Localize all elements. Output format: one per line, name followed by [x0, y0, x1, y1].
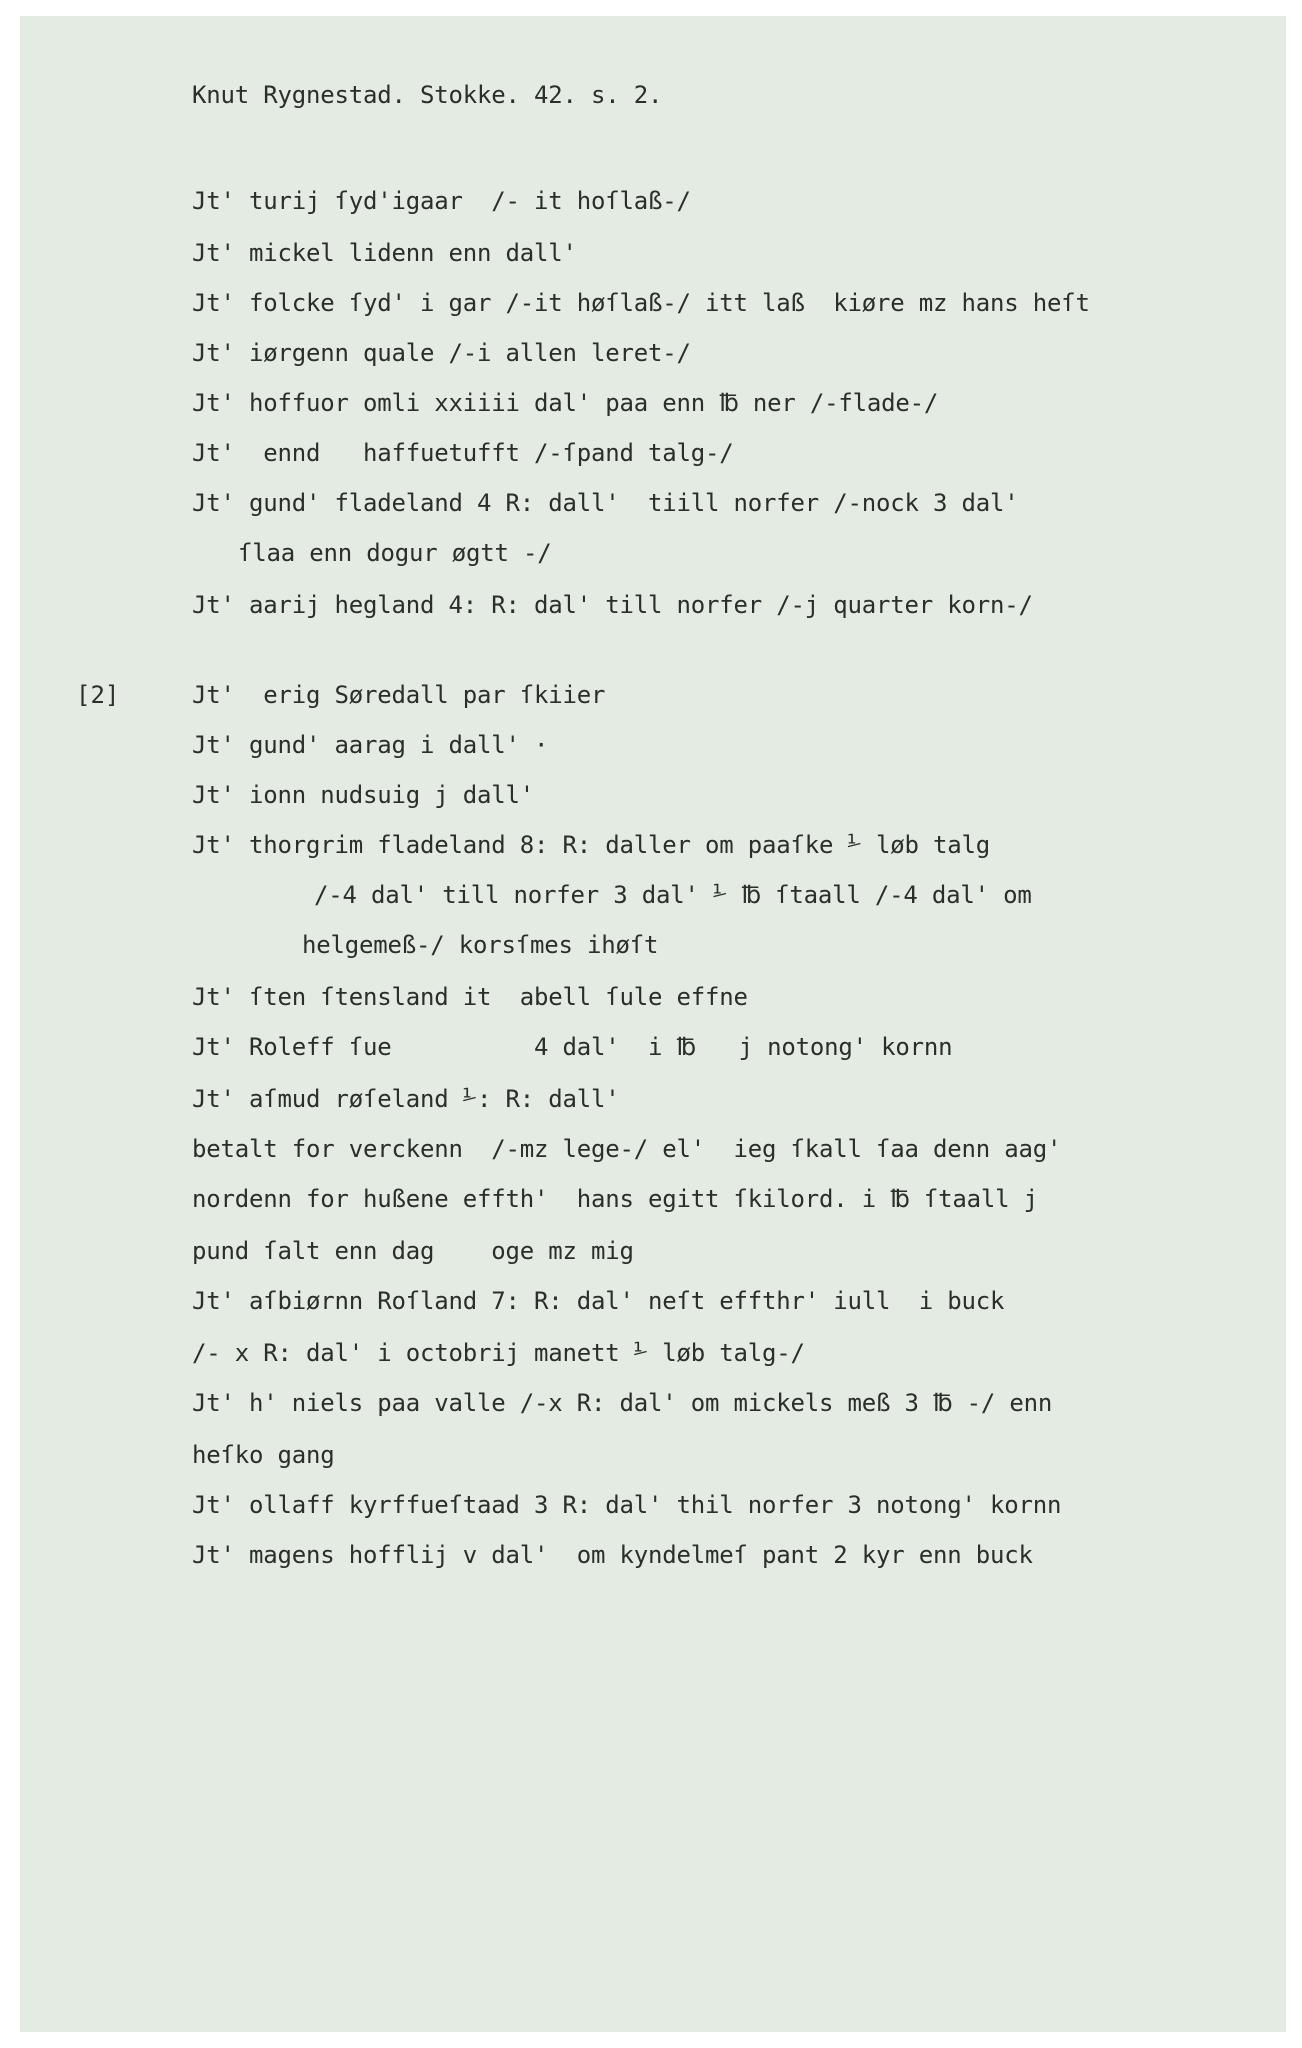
text-line-17: Jt' Roleff ſue 4 dal' i ℔ j notong' kornn [192, 1033, 953, 1061]
text-line-23: /- x R: dal' i octobrij manett ⅟ løb talg-/ [192, 1339, 805, 1367]
text-line-7: Jt' gund' fladeland 4 R: dall' tiill norfer /-nock 3 dal' [192, 489, 1019, 517]
text-line-19: betalt for verckenn /-mz lege-/ el' ieg ſkall ſaa denn aag' [192, 1135, 1062, 1163]
text-line-6: Jt' ennd haffuetufft /-ſpand talg-/ [192, 439, 734, 467]
text-line-8: ſlaa enn dogur øgtt -/ [238, 539, 552, 567]
text-line-3: Jt' folcke ſyd' i gar /-it høſlaß-/ itt laß kiøre mz hans heſt [192, 289, 1090, 317]
page-marker: [2] [76, 681, 120, 709]
text-line-4: Jt' iørgenn quale /-i allen leret-/ [192, 339, 691, 367]
text-line-18: Jt' aſmud røſeland ⅟: R: dall' [192, 1085, 620, 1113]
text-line-16: Jt' ſten ſtensland it abell ſule effne [192, 983, 748, 1011]
text-line-14: /-4 dal' till norfer 3 dal' ⅟ ℔ ſtaall /-4 dal' om [314, 881, 1032, 909]
text-line-21: pund ſalt enn dag oge mz mig [192, 1237, 634, 1265]
text-line-5: Jt' hoffuor omli xxiiii dal' paa enn ℔ ner /-flade-/ [192, 389, 939, 417]
document-header: Knut Rygnestad. Stokke. 42. s. 2. [192, 81, 663, 109]
text-line-24: Jt' h' niels paa valle /-x R: dal' om mickels meß 3 ℔ -/ enn [192, 1389, 1053, 1417]
text-line-10: Jt' erig Søredall par ſkiier [192, 681, 606, 709]
text-line-11: Jt' gund' aarag i dall' · [192, 731, 549, 759]
text-line-25: heſko gang [192, 1441, 335, 1469]
text-line-2: Jt' mickel lidenn enn dall' [192, 239, 577, 267]
text-line-9: Jt' aarij hegland 4: R: dal' till norfer /-j quarter korn-/ [192, 591, 1033, 619]
text-line-13: Jt' thorgrim fladeland 8: R: daller om paaſke ⅟ løb talg [192, 831, 990, 859]
text-line-26: Jt' ollaff kyrffueſtaad 3 R: dal' thil norfer 3 notong' kornn [192, 1491, 1062, 1519]
document-page [20, 16, 1286, 2032]
text-line-12: Jt' ionn nudsuig j dall' [192, 781, 534, 809]
text-line-27: Jt' magens hofflij v dal' om kyndelmeſ pant 2 kyr enn buck [192, 1541, 1033, 1569]
text-line-15: helgemeß-/ korsſmes ihøſt [302, 931, 659, 959]
text-line-20: nordenn for hußene effth' hans egitt ſkilord. i ℔ ſtaall j [192, 1185, 1038, 1213]
text-line-1: Jt' turij ſyd'igaar /- it hoſlaß-/ [192, 187, 691, 215]
text-line-22: Jt' aſbiørnn Roſland 7: R: dal' neſt effthr' iull i buck [192, 1287, 1005, 1315]
